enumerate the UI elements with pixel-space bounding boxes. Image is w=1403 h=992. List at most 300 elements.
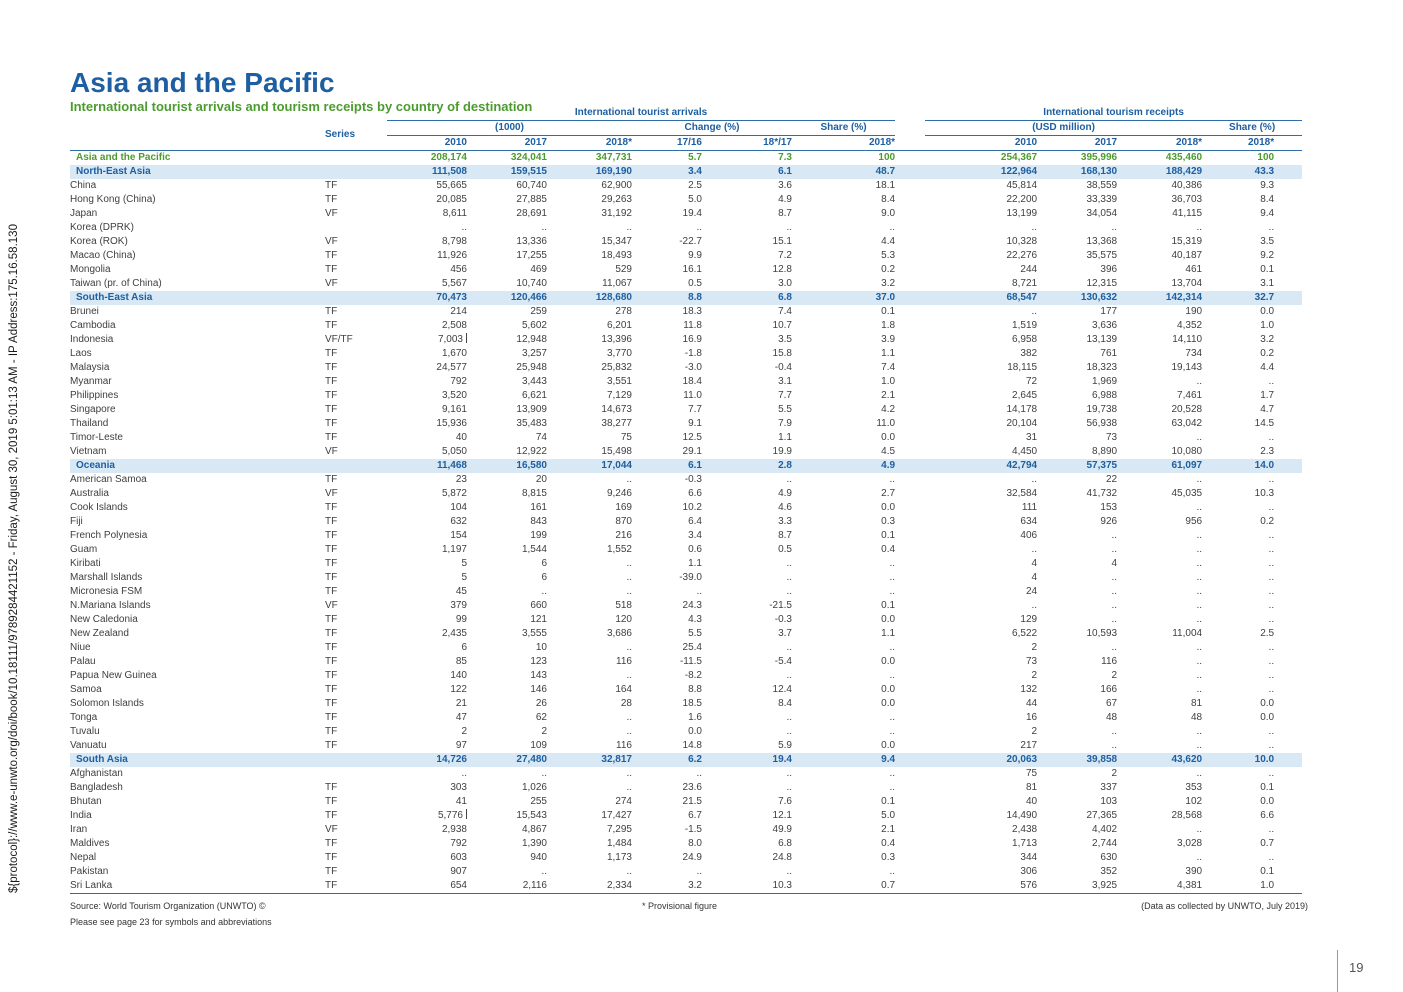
cell-receipts-2018: 461	[1185, 264, 1203, 275]
row-label: Indonesia	[70, 334, 114, 345]
row-label: Philippines	[70, 390, 119, 401]
cell-receipts-2017: 395,996	[1080, 152, 1118, 163]
cell-change-17-16: -39.0	[679, 572, 702, 583]
cell-receipts-share-2018: ..	[1268, 852, 1275, 863]
cell-change-17-16: ..	[696, 586, 702, 597]
table-row	[70, 291, 1302, 305]
cell-change-18-17: 4.6	[778, 502, 792, 513]
cell-change-18-17: 49.9	[772, 824, 792, 835]
cell-arrivals-2010: 3,520	[441, 390, 467, 401]
cell-receipts-share-2018: 4.4	[1260, 362, 1275, 373]
cell-arrivals-2017: 28,691	[516, 208, 547, 219]
table-body	[70, 151, 1302, 894]
cell-receipts-2018: ..	[1196, 852, 1203, 863]
cell-receipts-2018: 15,319	[1171, 236, 1203, 247]
cell-receipts-2017: 6,988	[1092, 390, 1118, 401]
row-label: China	[70, 180, 97, 191]
cell-receipts-2017: 12,315	[1086, 278, 1118, 289]
cell-arrivals-2017: 35,483	[516, 418, 547, 429]
cell-change-17-16: 1.1	[688, 558, 702, 569]
row-label: Maldives	[70, 838, 110, 849]
row-label: Thailand	[70, 418, 109, 429]
table-row	[70, 431, 1302, 445]
cell-receipts-share-2018: 3.5	[1260, 236, 1275, 247]
cell-receipts-2017: 8,890	[1092, 446, 1118, 457]
cell-receipts-2018: 11,004	[1172, 628, 1203, 639]
cell-arrivals-2017: 199	[530, 530, 547, 541]
cell-receipts-2010: 20,104	[1006, 418, 1038, 429]
cell-receipts-2010: 129	[1020, 614, 1038, 625]
cell-receipts-share-2018: 6.6	[1260, 810, 1275, 821]
table-row	[70, 781, 1302, 795]
page-title: Asia and the Pacific	[70, 66, 335, 98]
cell-change-17-16: 11.0	[683, 390, 702, 401]
cell-receipts-share-2018: 14.5	[1254, 418, 1275, 429]
row-label: Bhutan	[70, 796, 102, 807]
cell-arrivals-2018: 3,770	[606, 348, 632, 359]
cell-share-2018: 5.0	[881, 810, 896, 821]
series-code: TF	[325, 726, 338, 737]
series-code: TF	[325, 306, 338, 317]
cell-arrivals-2010: 303	[450, 782, 467, 793]
column-spacer	[895, 431, 925, 445]
cell-change-17-16: -22.7	[679, 236, 702, 247]
cell-change-18-17: 1.1	[778, 432, 792, 443]
cell-share-2018: ..	[889, 222, 896, 233]
cell-change-18-17: 6.1	[778, 166, 792, 177]
cell-receipts-share-2018: 3.2	[1260, 334, 1275, 345]
cell-receipts-share-2018: 4.7	[1260, 404, 1275, 415]
series-code: TF	[325, 572, 338, 583]
cell-arrivals-2017: 6	[541, 572, 547, 583]
cell-arrivals-2018: 32,817	[601, 754, 632, 765]
cell-receipts-2017: 48	[1105, 712, 1118, 723]
cell-share-2018: 0.7	[792, 879, 895, 894]
cell-receipts-2018: ..	[1196, 670, 1203, 681]
cell-arrivals-2010: 24,577	[436, 362, 467, 373]
series-code: TF	[325, 642, 338, 653]
cell-arrivals-2018: 15,498	[601, 446, 632, 457]
row-label: Samoa	[70, 684, 102, 695]
cell-receipts-2018: ..	[1196, 614, 1203, 625]
cell-change-18-17: -0.4	[774, 362, 792, 373]
series-code: TF	[325, 362, 338, 373]
cell-arrivals-2017: 255	[530, 796, 547, 807]
series-break-marker	[466, 809, 467, 819]
col-header-share-2018: 2018*	[792, 136, 895, 151]
cell-arrivals-2010: 8,611	[442, 208, 467, 219]
cell-arrivals-2010: 85	[455, 656, 467, 667]
cell-share-2018: 11.0	[876, 418, 896, 429]
cell-receipts-2010: 382	[1020, 348, 1038, 359]
cell-change-18-17: 3.5	[778, 334, 792, 345]
row-label: North-East Asia	[76, 166, 151, 177]
cell-share-2018: 3.9	[881, 334, 896, 345]
cell-share-2018: 4.9	[881, 460, 896, 471]
cell-receipts-2017: 34,054	[1086, 208, 1118, 219]
cell-change-18-17: 19.4	[772, 754, 792, 765]
cell-receipts-share-2018: 1.7	[1260, 390, 1275, 401]
cell-receipts-2017: ..	[1111, 530, 1118, 541]
series-code: TF	[325, 558, 338, 569]
series-code: TF	[325, 796, 338, 807]
table-row	[70, 655, 1302, 669]
cell-arrivals-2017: 74	[535, 432, 547, 443]
column-spacer	[895, 697, 925, 711]
cell-receipts-share-2018: ..	[1268, 768, 1275, 779]
column-spacer	[895, 179, 925, 193]
cell-receipts-2018: ..	[1196, 684, 1203, 695]
cell-arrivals-2018: ..	[626, 558, 632, 569]
cell-arrivals-2010: 7,003	[387, 333, 467, 347]
col-header-arrivals-2010: 2010	[387, 136, 467, 151]
cell-arrivals-2010: ..	[461, 222, 467, 233]
series-code: TF	[325, 684, 338, 695]
cell-arrivals-2018: 62,900	[601, 180, 632, 191]
column-spacer	[895, 277, 925, 291]
cell-receipts-2010: 2,645	[1012, 390, 1038, 401]
table-row	[70, 795, 1302, 809]
cell-receipts-share-2018: 43.3	[1254, 166, 1275, 177]
series-code: TF	[325, 320, 338, 331]
cell-change-17-16: -1.8	[684, 348, 702, 359]
series-code: VF	[325, 446, 338, 457]
cell-receipts-2018: ..	[1196, 586, 1203, 597]
cell-change-18-17: 10.7	[772, 320, 792, 331]
cell-receipts-2018: ..	[1196, 726, 1203, 737]
cell-arrivals-2010: 140	[450, 670, 467, 681]
col-header-change-18-17: 18*/17	[702, 136, 792, 151]
cell-arrivals-2010: 208,174	[430, 152, 467, 163]
table-row	[70, 487, 1302, 501]
cell-receipts-2018: 190	[1185, 306, 1203, 317]
cell-receipts-2017: 3,925	[1037, 879, 1117, 894]
cell-arrivals-2017: ..	[541, 866, 547, 877]
table-row	[70, 529, 1302, 543]
column-spacer	[895, 809, 925, 823]
row-label: Oceania	[76, 460, 115, 471]
cell-arrivals-2018: ..	[626, 712, 632, 723]
cell-arrivals-2010: 654	[387, 879, 467, 894]
column-spacer	[895, 613, 925, 627]
cell-change-18-17: ..	[786, 782, 792, 793]
cell-receipts-share-2018: ..	[1268, 740, 1275, 751]
row-label: Cambodia	[70, 320, 116, 331]
cell-receipts-share-2018: ..	[1268, 530, 1275, 541]
cell-arrivals-2010: 55,665	[436, 180, 467, 191]
series-code: TF	[325, 432, 338, 443]
cell-receipts-2010: 20,063	[1006, 754, 1038, 765]
column-spacer	[895, 193, 925, 207]
cell-receipts-2018: 14,110	[1172, 334, 1203, 345]
cell-change-17-16: 5.7	[688, 152, 702, 163]
cell-receipts-2017: 166	[1100, 684, 1118, 695]
cell-receipts-2018: 28,568	[1171, 810, 1203, 821]
series-code: TF	[325, 656, 338, 667]
cell-arrivals-2017: 10	[535, 642, 547, 653]
cell-receipts-2018: ..	[1196, 530, 1203, 541]
cell-arrivals-2017: 2,116	[467, 879, 547, 894]
cell-arrivals-2010: 6	[461, 642, 467, 653]
cell-arrivals-2018: ..	[626, 586, 632, 597]
row-label: Vietnam	[70, 446, 107, 457]
table-row	[70, 389, 1302, 403]
column-spacer	[895, 669, 925, 683]
cell-receipts-2017: 41,732	[1086, 488, 1118, 499]
cell-receipts-share-2018: 2.3	[1260, 446, 1275, 457]
cell-receipts-2010: 81	[1025, 782, 1038, 793]
column-spacer	[895, 641, 925, 655]
cell-receipts-2017: ..	[1111, 642, 1118, 653]
series-code: TF	[325, 194, 338, 205]
series-code: VF	[325, 488, 338, 499]
series-code	[325, 165, 387, 179]
cell-arrivals-2018: ..	[626, 670, 632, 681]
header-unit-row	[70, 121, 1302, 136]
table-row	[70, 179, 1302, 193]
cell-receipts-2017: 396	[1100, 264, 1118, 275]
cell-arrivals-2017: 17,255	[516, 250, 547, 261]
cell-receipts-2018: 435,460	[1165, 152, 1203, 163]
cell-change-17-16: 0.0	[688, 726, 702, 737]
cell-receipts-2018: 61,097	[1171, 460, 1203, 471]
cell-receipts-2017: 352	[1100, 866, 1118, 877]
cell-receipts-2010: 122,964	[1000, 166, 1038, 177]
cell-arrivals-2010: 20,085	[436, 194, 467, 205]
cell-arrivals-2017: 12,948	[516, 334, 547, 345]
cell-receipts-2010: 44	[1025, 698, 1038, 709]
cell-share-2018: 1.8	[881, 320, 896, 331]
cell-receipts-share-2018: 1.0	[1202, 879, 1302, 894]
cell-receipts-2010: 8,721	[1012, 278, 1038, 289]
series-code: TF	[325, 530, 338, 541]
cell-receipts-2017: 337	[1100, 782, 1118, 793]
column-spacer	[895, 767, 925, 781]
cell-arrivals-2018: 274	[615, 796, 632, 807]
cell-receipts-2017: 56,938	[1086, 418, 1118, 429]
cell-receipts-2010: 14,178	[1006, 404, 1038, 415]
series-code: TF	[325, 838, 338, 849]
cell-change-18-17: 5.5	[778, 404, 792, 415]
cell-receipts-2018: 40,386	[1171, 180, 1203, 191]
cell-receipts-2010: 40	[1025, 796, 1038, 807]
cell-arrivals-2017: 660	[530, 600, 547, 611]
cell-arrivals-2010: 5	[461, 572, 467, 583]
cell-change-18-17: 7.4	[778, 306, 792, 317]
cell-receipts-2010: 2,438	[1012, 824, 1038, 835]
row-label: Hong Kong (China)	[70, 194, 156, 205]
cell-receipts-share-2018: 0.0	[1260, 698, 1275, 709]
cell-receipts-2017: 13,139	[1086, 334, 1118, 345]
cell-change-17-16: 23.6	[682, 782, 702, 793]
row-label: Australia	[70, 488, 109, 499]
cell-arrivals-2010: 1,197	[441, 544, 467, 555]
row-label: India	[70, 810, 92, 821]
column-spacer	[895, 725, 925, 739]
cell-receipts-2010: 217	[1020, 740, 1038, 751]
cell-arrivals-2010: 379	[450, 600, 467, 611]
series-code: TF	[325, 474, 338, 485]
column-spacer	[895, 879, 925, 894]
cell-arrivals-2017: 26	[535, 698, 547, 709]
cell-receipts-2017: 2,744	[1092, 838, 1118, 849]
cell-receipts-2017: ..	[1111, 586, 1118, 597]
cell-arrivals-2017: 259	[530, 306, 547, 317]
cell-arrivals-2010: 2,435	[441, 628, 467, 639]
table-row	[70, 627, 1302, 641]
cell-arrivals-2017: 3,257	[521, 348, 547, 359]
table-row	[70, 865, 1302, 879]
cell-arrivals-2017: 2	[541, 726, 547, 737]
cell-change-18-17: 12.8	[772, 264, 792, 275]
cell-change-18-17: 4.9	[778, 194, 792, 205]
column-spacer	[895, 683, 925, 697]
cell-receipts-2010: 344	[1020, 852, 1038, 863]
cell-receipts-2018: 19,143	[1171, 362, 1203, 373]
series-code: VF/TF	[325, 334, 353, 345]
cell-arrivals-2017: ..	[541, 222, 547, 233]
row-label: Taiwan (pr. of China)	[70, 278, 162, 289]
header-blank	[70, 106, 387, 121]
cell-share-2018: ..	[889, 586, 896, 597]
cell-arrivals-2017: 20	[535, 474, 547, 485]
arrivals-unit-header: (1000)	[387, 121, 632, 136]
cell-arrivals-2018: ..	[626, 768, 632, 779]
cell-share-2018: 0.0	[881, 740, 896, 751]
row-label: Macao (China)	[70, 250, 136, 261]
cell-change-18-17: 3.1	[778, 376, 792, 387]
cell-receipts-2018: 4,352	[1177, 320, 1203, 331]
cell-receipts-2010: 16	[1025, 712, 1038, 723]
cell-share-2018: ..	[889, 726, 896, 737]
cell-arrivals-2017: 469	[530, 264, 547, 275]
column-spacer	[895, 599, 925, 613]
cell-receipts-share-2018: 0.2	[1260, 348, 1275, 359]
table-row	[70, 319, 1302, 333]
cell-receipts-share-2018: 10.0	[1254, 754, 1275, 765]
cell-receipts-2017: 2	[1111, 768, 1118, 779]
cell-receipts-share-2018: 0.7	[1260, 838, 1275, 849]
cell-change-17-16: -1.5	[684, 824, 702, 835]
page-number-divider	[1337, 950, 1338, 992]
series-code: TF	[325, 810, 338, 821]
cell-arrivals-2010: ..	[461, 768, 467, 779]
cell-receipts-share-2018: 1.0	[1260, 320, 1275, 331]
cell-change-18-17: ..	[786, 726, 792, 737]
cell-share-2018: ..	[889, 572, 896, 583]
cell-change-18-17: -0.3	[774, 614, 792, 625]
cell-arrivals-2010: 154	[450, 530, 467, 541]
column-spacer	[895, 263, 925, 277]
cell-change-18-17: ..	[786, 572, 792, 583]
cell-arrivals-2017: 161	[530, 502, 547, 513]
table-row	[70, 473, 1302, 487]
cell-arrivals-2010: 41	[455, 796, 467, 807]
cell-change-18-17: ..	[786, 474, 792, 485]
cell-change-17-16: -11.5	[679, 656, 702, 667]
cell-receipts-2010: ..	[1031, 222, 1038, 233]
cell-arrivals-2018: 3,551	[606, 376, 632, 387]
cell-receipts-share-2018: ..	[1268, 572, 1275, 583]
cell-change-17-16: 3.4	[688, 530, 702, 541]
cell-change-18-17: ..	[786, 712, 792, 723]
header-group-row	[70, 106, 1302, 121]
cell-change-17-16: -8.2	[684, 670, 702, 681]
cell-arrivals-2017: 940	[530, 852, 547, 863]
download-watermark: ${protocol}://www.e-unwto.org/doi/book/10.18111/9789284421152 - Friday, August 30, 2019 5:01:13 AM - IP Address:175.16.58.130	[8, 224, 20, 893]
cell-share-2018: 4.2	[881, 404, 896, 415]
cell-receipts-2017: 4,402	[1092, 824, 1118, 835]
row-label: Iran	[70, 824, 88, 835]
table-row	[70, 277, 1302, 291]
series-code: TF	[325, 376, 338, 387]
cell-change-17-16: ..	[696, 866, 702, 877]
cell-receipts-2010: 132	[1020, 684, 1038, 695]
series-code: TF	[325, 180, 338, 191]
cell-arrivals-2017: 1,544	[521, 544, 547, 555]
column-spacer	[895, 473, 925, 487]
cell-change-17-16: 18.4	[682, 376, 702, 387]
cell-change-17-16: 9.1	[688, 418, 702, 429]
cell-change-18-17: ..	[786, 558, 792, 569]
receipts-unit-header: (USD million)	[925, 121, 1202, 136]
cell-arrivals-2010: 111,508	[431, 166, 467, 177]
table-row	[70, 459, 1302, 473]
column-spacer	[895, 333, 925, 347]
cell-change-18-17: 10.3	[702, 879, 792, 894]
cell-receipts-2018: 41,115	[1172, 208, 1203, 219]
row-label: Tonga	[70, 712, 98, 723]
cell-arrivals-2018: ..	[626, 782, 632, 793]
cell-receipts-share-2018: ..	[1268, 544, 1275, 555]
column-spacer	[895, 165, 925, 179]
row-label: Marshall Islands	[70, 572, 143, 583]
cell-arrivals-2010: 9,161	[441, 404, 467, 415]
cell-arrivals-2010: 792	[450, 838, 467, 849]
table-row	[70, 235, 1302, 249]
cell-arrivals-2018: 1,173	[606, 852, 632, 863]
cell-change-17-16: 18.5	[682, 698, 702, 709]
cell-change-18-17: 4.9	[778, 488, 792, 499]
table-row	[70, 571, 1302, 585]
cell-change-17-16: 0.5	[688, 278, 702, 289]
cell-receipts-share-2018: 0.2	[1260, 516, 1275, 527]
cell-arrivals-2010: 632	[450, 516, 467, 527]
column-spacer	[895, 136, 925, 151]
cell-receipts-share-2018: 3.1	[1260, 278, 1275, 289]
cell-arrivals-2018: 13,396	[601, 334, 632, 345]
cell-arrivals-2018: 14,673	[601, 404, 632, 415]
table-row	[70, 403, 1302, 417]
cell-receipts-2018: 20,528	[1171, 404, 1203, 415]
cell-change-17-16: 6.7	[688, 810, 702, 821]
cell-change-18-17: 19.9	[772, 446, 792, 457]
cell-receipts-2010: 1,713	[1012, 838, 1038, 849]
cell-arrivals-2018: 216	[615, 530, 632, 541]
cell-arrivals-2017: 27,480	[516, 754, 547, 765]
cell-change-18-17: 5.9	[778, 740, 792, 751]
cell-change-18-17: 7.9	[778, 418, 792, 429]
cell-receipts-2010: 10,328	[1006, 236, 1038, 247]
row-label: Brunei	[70, 306, 99, 317]
column-spacer	[895, 837, 925, 851]
cell-arrivals-2018: 278	[615, 306, 632, 317]
cell-share-2018: 1.1	[881, 628, 896, 639]
cell-arrivals-2017: 16,580	[516, 460, 547, 471]
column-spacer	[895, 655, 925, 669]
cell-arrivals-2018: ..	[626, 474, 632, 485]
series-code: VF	[325, 236, 338, 247]
